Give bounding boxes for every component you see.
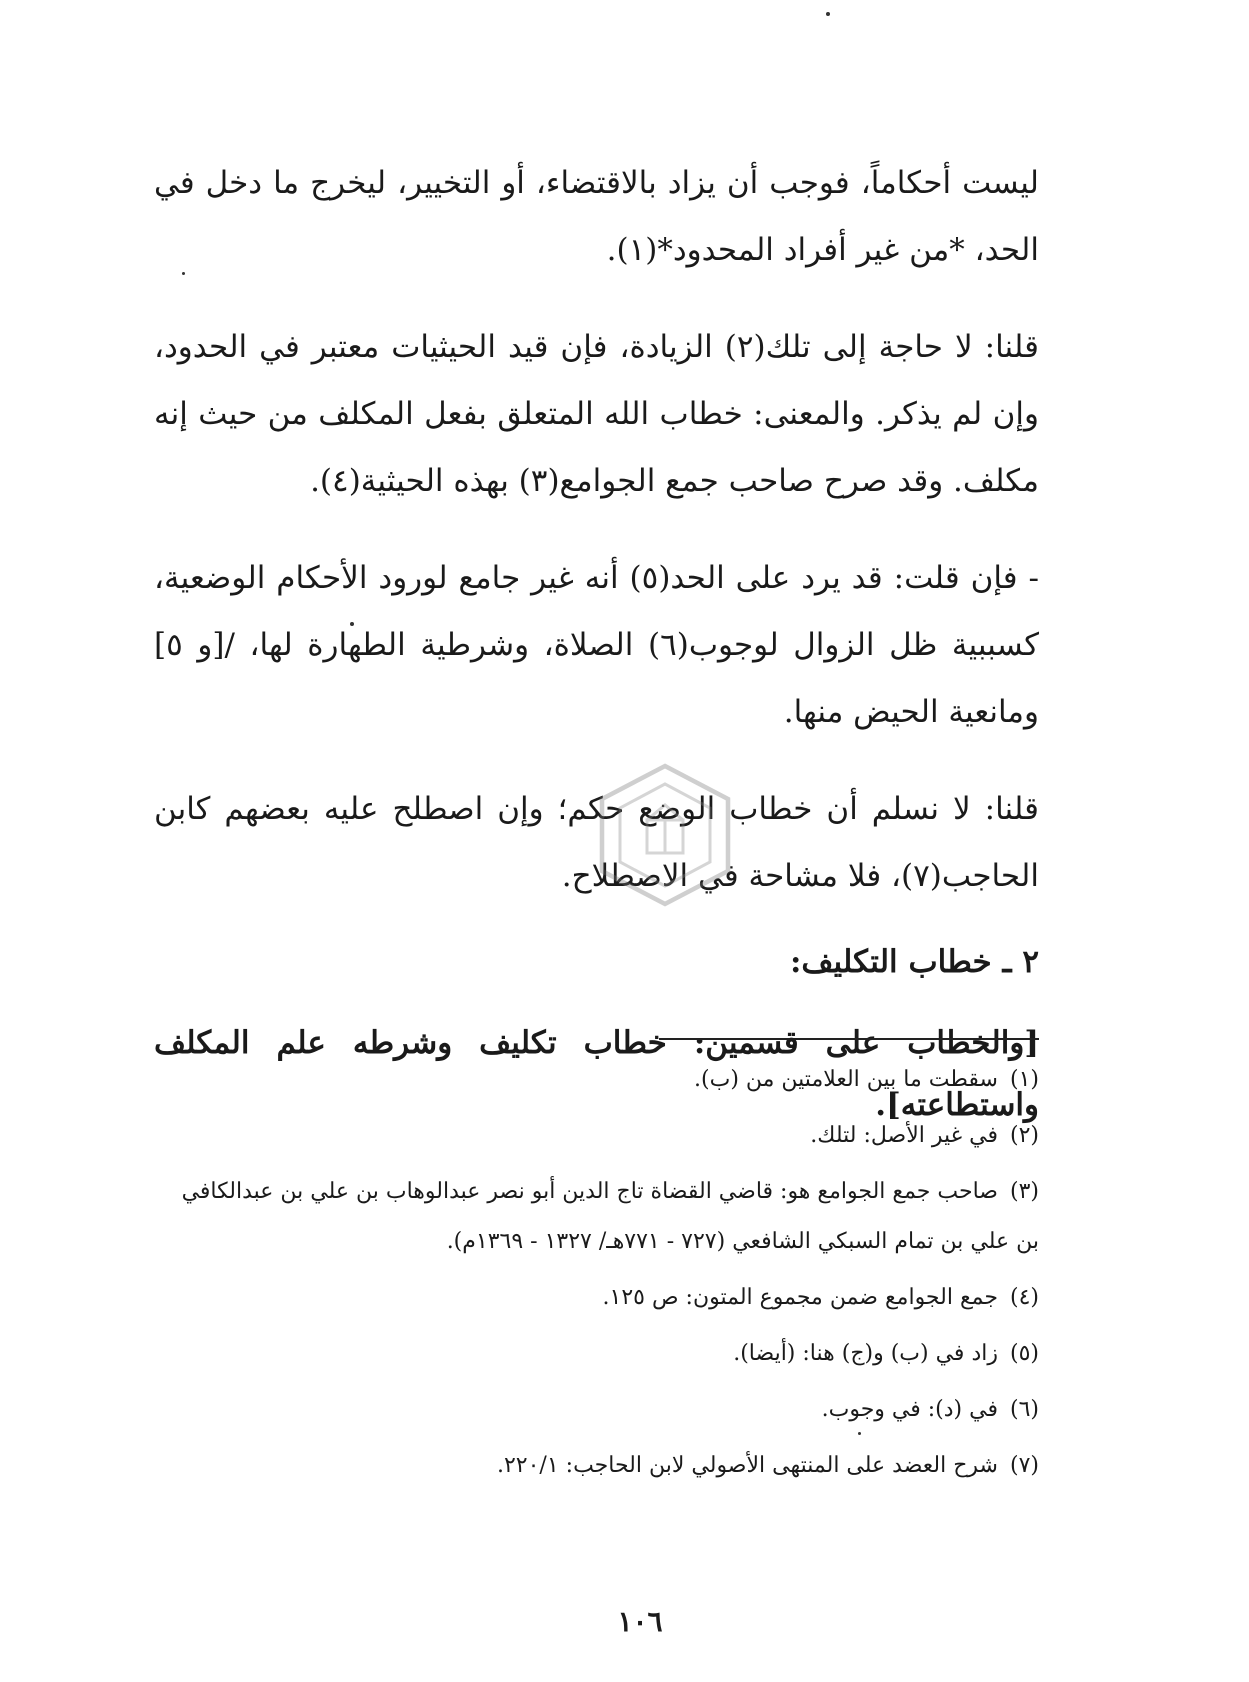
footnote-number: (٤) bbox=[1009, 1285, 1039, 1310]
footnote-1 bbox=[159, 1055, 1039, 1105]
paragraph-3: - فإن قلت: قد يرد على الحد(٥) أنه غير جامع لورود الأحكام الوضعية، كسببية ظل الزوال لوجوب(٦) الصلاة، وشرطية الطهارة لها، /[و ٥] ومانعية الحيض منها. bbox=[154, 560, 1039, 730]
footnote-number: (١) bbox=[1009, 1067, 1039, 1092]
footnote-text: سقطت ما بين العلامتين من (ب). bbox=[694, 1067, 998, 1092]
footnote-7 bbox=[159, 1441, 1039, 1491]
footnotes bbox=[159, 1055, 1039, 1497]
footnote-5 bbox=[159, 1329, 1039, 1379]
footnote-number: (٥) bbox=[1009, 1341, 1039, 1366]
footnote-3 bbox=[159, 1167, 1039, 1267]
footnote-text: صاحب جمع الجوامع هو: قاضي القضاة تاج الدين أبو نصر عبدالوهاب بن علي بن عبدالكافي بن علي بن تمام السبكي الشافعي (٧٢٧ - ٧٧١هـ/ ١٣٢٧ - ١٣٦٩م). bbox=[181, 1179, 1039, 1254]
page-number: ١٠٦ bbox=[617, 1605, 663, 1638]
paragraph-1: ليست أحكاماً، فوجب أن يزاد بالاقتضاء، أو التخيير، ليخرج ما دخل في الحد، *من غير أفراد المحدود*(١). bbox=[154, 165, 1039, 268]
footnote-4 bbox=[159, 1273, 1039, 1323]
footnote-text: جمع الجوامع ضمن مجموع المتون: ص ١٢٥. bbox=[602, 1285, 998, 1310]
footnote-6 bbox=[159, 1385, 1039, 1435]
footnote-text: في غير الأصل: لتلك. bbox=[810, 1123, 998, 1148]
footnote-text: زاد في (ب) و(ج) هنا: (أيضا). bbox=[733, 1341, 998, 1366]
footnote-number: (٦) bbox=[1009, 1397, 1039, 1422]
footnote-separator bbox=[659, 1038, 1039, 1040]
footnote-number: (٣) bbox=[1009, 1179, 1039, 1204]
footnote-text: في (د): في وجوب. bbox=[821, 1397, 998, 1422]
footnote-text: شرح العضد على المنتهى الأصولي لابن الحاجب: ٢٢٠/١. bbox=[496, 1453, 998, 1478]
footnote-number: (٧) bbox=[1009, 1453, 1039, 1478]
section-heading: ٢ ـ خطاب التكليف: bbox=[789, 944, 1039, 980]
scan-speck bbox=[826, 12, 830, 16]
main-text bbox=[154, 150, 1039, 1136]
paragraph-2: قلنا: لا حاجة إلى تلك(٢) الزيادة، فإن قيد الحيثيات معتبر في الحدود، وإن لم يذكر. والمعنى: خطاب الله المتعلق بفعل المكلف من حيث إنه مكلف. وقد صرح صاحب جمع الجوامع(٣) بهذه الحيثية(٤). bbox=[154, 329, 1039, 499]
paragraph-4: قلنا: لا نسلم أن خطاب الوضع حكم؛ وإن اصطلح عليه بعضهم كابن الحاجب(٧)، فلا مشاحة في الاصطلاح. bbox=[154, 791, 1039, 894]
footnote-number: (٢) bbox=[1009, 1123, 1039, 1148]
bold-statement: [والخطاب على قسمين: خطاب تكليف وشرطه علم المكلف واستطاعته]. bbox=[154, 1025, 1039, 1123]
footnote-2 bbox=[159, 1111, 1039, 1161]
library-seal-icon bbox=[590, 760, 740, 910]
